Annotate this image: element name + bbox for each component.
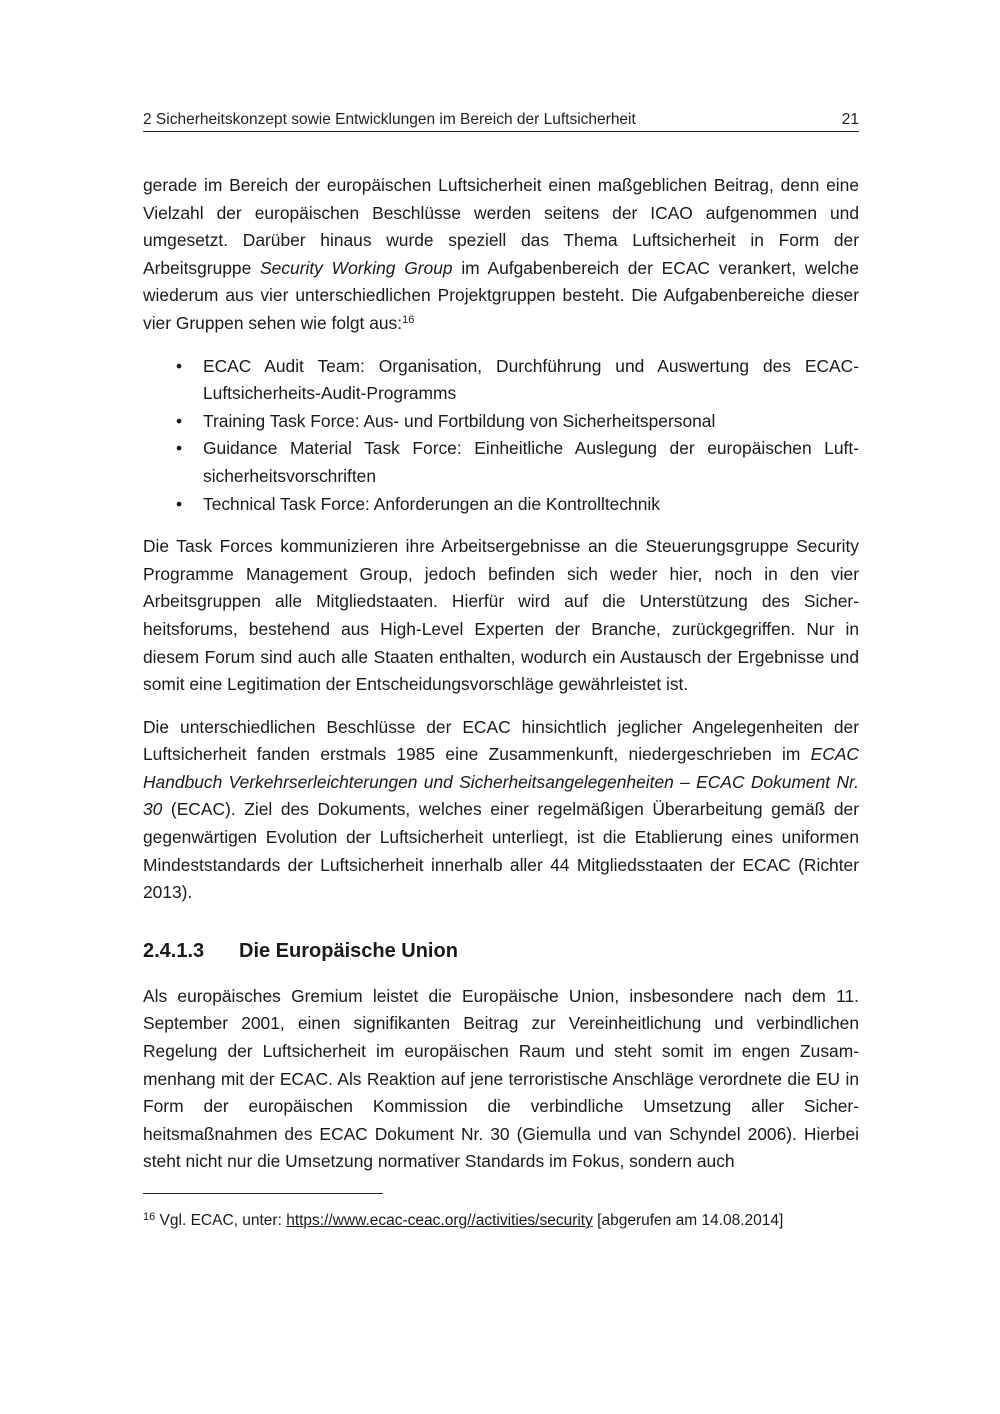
paragraph-2: Die Task Forces kommunizieren ihre Arbeitsergebnisse an die Steuerungsgruppe Security Programme Management Group, jedoch befinden sich weder hier, noch in den vier Arbeitsgruppen alle Mitgliedstaaten. Hierfür wird auf die Unterstützung des Sicherheitsforums, bestehend aus High-Level Experten der Branche, zurückgegriffen. Nur in diesem Forum sind auch alle Staaten enthalten, wodurch ein Austausch der Ergebnisse und somit eine Legitimation der Entscheidungsvorschläge gewährleistet ist. [143,536,859,695]
emphasis-security-working-group: Security Working Group [260,257,453,278]
footnote-reference[interactable]: 16 [402,313,415,326]
section-number: 2.4.1.3 [143,939,205,962]
bullet-icon: • [175,410,183,431]
bullet-icon: • [175,355,183,376]
paragraph-1: gerade im Bereich der europäischen Luftsicherheit einen maßgeblichen Beitrag, denn eine Vielzahl der europäischen Beschlüsse werden seitens der ICAO aufgenommen und umgesetzt. Darüber hinaus wurde speziell das Thema Luftsicherheit in Form der Arbeitsgruppe Security Working Group im Aufgabenbereich der ECAC verankert, welche wiederum aus vier unterschiedlichen Projektgruppen besteht. Die Aufgabenbereiche dieser vier Gruppen sehen wie folgt aus:$^{16}$ [143,175,859,333]
list-item: • ECAC Audit Team: Organisation, Durchführung und Auswertung des ECAC-Luftsicherheits-Audit-Programms [143,353,859,408]
footnote-mark: 16 [143,1211,156,1223]
list-item: • Training Task Force: Aus- und Fortbildung von Sicherheitspersonal [143,408,859,436]
footnote-link[interactable]: https://www.ecac-ceac.org//activities/security [286,1212,593,1229]
emphasis-ecac-handbuch: ECAC Handbuch Verkehrserleichterungen und Sicherheitsangelegenheiten – ECAC Dokument Nr. 30 [143,744,859,820]
section-title: Die Europäische Union [239,939,458,962]
bullet-icon: • [175,493,183,514]
task-force-list [143,353,859,519]
body-text [143,172,859,1176]
list-item: • Technical Task Force: Anforderungen an die Kontrolltechnik [143,491,859,519]
paragraph-4: Als europäisches Gremium leistet die Europäische Union, insbesondere nach dem 11. September 2001, einen signifikanten Beitrag zur Vereinheitlichung und verbindlichen Regelung der Luftsicherheit im europäischen Raum und steht somit im engen Zusammenhang mit der ECAC. Als Reaktion auf jene terroristische Anschläge verordnete die EU in Form der europäischen Kommission die verbindliche Umsetzung aller Sicherheitsmaßnahmen des ECAC Dokument Nr. 30 (Giemulla und van Schyndel 2006). Hierbei steht nicht nur die Umsetzung normativer Standards im Fokus, sondern auch [143,985,859,1172]
list-item: • Guidance Material Task Force: Einheitliche Auslegung der europäischen Luftsicherheitsvorschriften [143,435,859,490]
bullet-icon: • [175,438,183,459]
paragraph-3: Die unterschiedlichen Beschlüsse der ECAC hinsichtlich jeglicher Angelegenheiten der Luftsicherheit fanden erstmals 1985 eine Zusammenkunft, niedergeschrieben im ECAC Handbuch Verkehrserleichterungen und Sicherheitsangelegenheiten – ECAC Dokument Nr. 30 (ECAC). Ziel des Dokuments, welches einer regelmäßigen Überarbeitung gemäß der gegenwärtigen Evolution der Luftsicherheit unterliegt, ist die Etablierung eines uniformen Mindeststandards der Luftsicherheit innerhalb aller 44 Mitgliedsstaaten der ECAC (Richter 2013). [143,716,859,903]
footnote-divider [143,1193,383,1194]
footnote: $^{16}$ Vgl. ECAC, unter: https://www.ecac-ceac.org//activities/security [abgerufen am 14.08.2014] [143,1211,784,1229]
chapter-title: 2 Sicherheitskonzept sowie Entwicklungen im Bereich der Luftsicherheit [143,111,636,128]
running-header [143,110,859,132]
section-heading [143,937,859,965]
page-number: 21 [841,111,859,128]
